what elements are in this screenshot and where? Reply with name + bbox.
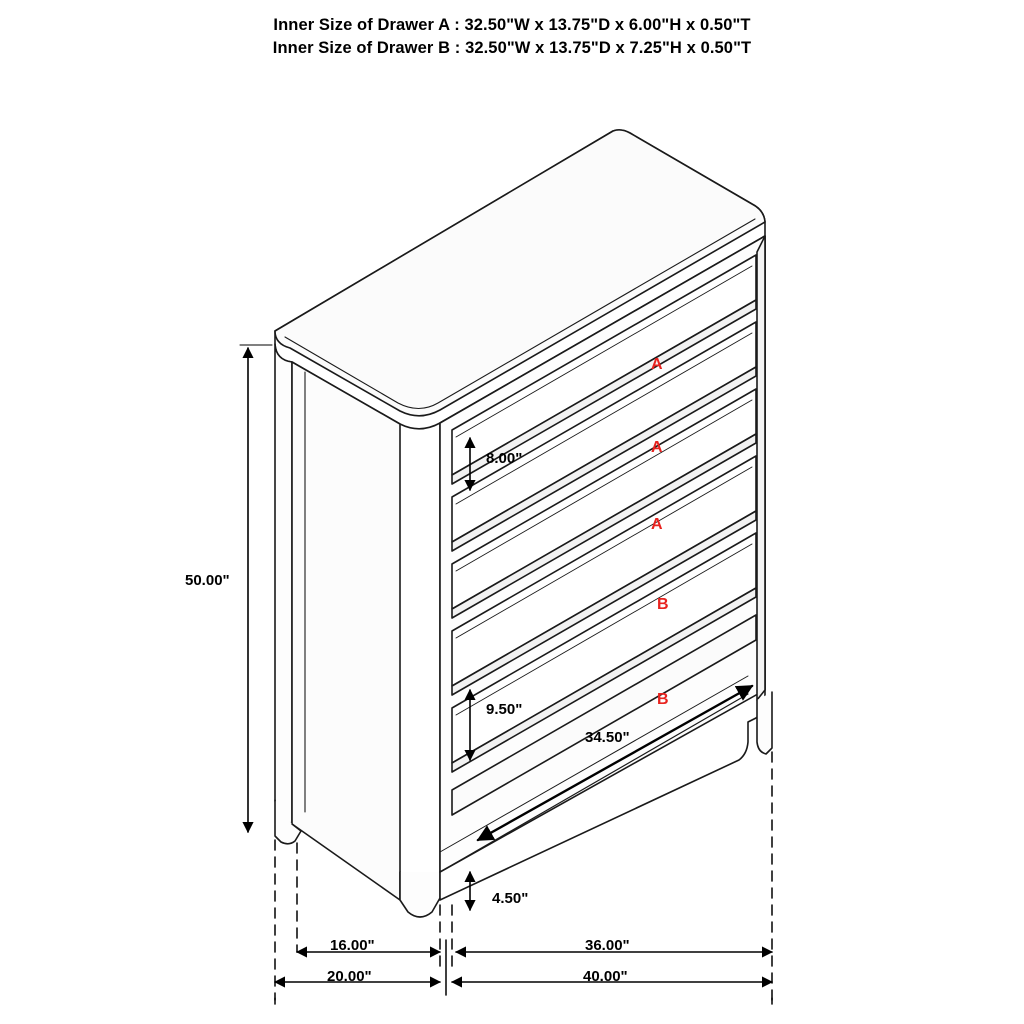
dimlabel-depth-inner: 16.00" bbox=[330, 937, 375, 954]
dimlabel-drawer-b-height: 9.50" bbox=[486, 701, 523, 718]
spec-line-drawer-b: Inner Size of Drawer B : 32.50"W x 13.75"D x 7.25"H x 0.50"T bbox=[272, 39, 752, 58]
drawer-label-1: A bbox=[651, 356, 663, 373]
drawer-label-4: B bbox=[657, 596, 669, 613]
dimlabel-leg-clearance: 4.50" bbox=[492, 890, 529, 907]
dimlabel-width-outer: 40.00" bbox=[583, 968, 628, 985]
spec-line-drawer-a: Inner Size of Drawer A : 32.50"W x 13.75"D x 6.00"H x 0.50"T bbox=[273, 16, 751, 34]
front-right-edge bbox=[757, 236, 765, 700]
chest-side-panel bbox=[292, 362, 400, 900]
dimlabel-front-diagonal: 34.50" bbox=[585, 729, 630, 746]
dimlabel-overall-height: 50.00" bbox=[185, 572, 230, 589]
dimlabel-depth-outer: 20.00" bbox=[327, 968, 372, 985]
drawer-label-3: A bbox=[651, 516, 663, 533]
drawer-label-2: A bbox=[651, 439, 663, 456]
leg-front-left bbox=[400, 872, 440, 917]
leg-front-right bbox=[757, 692, 772, 754]
side-panel-left-edge bbox=[275, 344, 292, 824]
dimlabel-width-inner: 36.00" bbox=[585, 937, 630, 954]
dimlabel-drawer-a-height: 8.00" bbox=[486, 450, 523, 467]
drawer-label-5: B bbox=[657, 691, 669, 708]
